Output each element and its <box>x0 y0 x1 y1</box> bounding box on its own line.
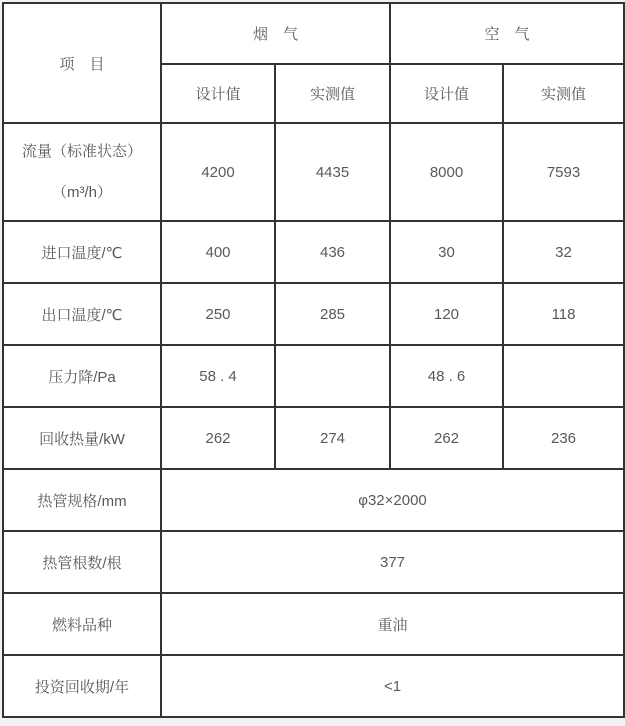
value-cell: 8000 <box>390 123 503 221</box>
value-cell: 262 <box>390 407 503 469</box>
value-cell: 58 . 4 <box>161 345 275 407</box>
header-design-value-air: 设计值 <box>390 64 503 123</box>
header-measured-value-flue: 实测值 <box>275 64 390 123</box>
header-design-value-flue: 设计值 <box>161 64 275 123</box>
value-cell: 120 <box>390 283 503 345</box>
value-cell: 48 . 6 <box>390 345 503 407</box>
span-value-cell: <1 <box>161 655 624 717</box>
table-row <box>3 283 624 345</box>
value-cell: 285 <box>275 283 390 345</box>
table-row <box>3 655 624 717</box>
table-row <box>3 407 624 469</box>
row-label-payback-period: 投资回收期/年 <box>3 655 161 717</box>
value-cell: 30 <box>390 221 503 283</box>
row-label-pressure-drop: 压力降/Pa <box>3 345 161 407</box>
row-label-pipe-count: 热管根数/根 <box>3 531 161 593</box>
table-row <box>3 531 624 593</box>
header-item: 项 目 <box>3 3 161 123</box>
row-label-inlet-temp: 进口温度/℃ <box>3 221 161 283</box>
value-cell: 32 <box>503 221 624 283</box>
row-label-fuel-type: 燃料品种 <box>3 593 161 655</box>
flow-rate-label-line2: （m³/h） <box>51 184 112 201</box>
value-cell: 4200 <box>161 123 275 221</box>
value-cell: 274 <box>275 407 390 469</box>
table-row <box>3 593 624 655</box>
header-measured-value-air: 实测值 <box>503 64 624 123</box>
row-label-pipe-spec: 热管规格/mm <box>3 469 161 531</box>
flow-rate-label-line1: 流量（标准状态） <box>21 143 142 160</box>
value-cell: 436 <box>275 221 390 283</box>
value-cell: 118 <box>503 283 624 345</box>
table-row <box>3 221 624 283</box>
value-cell: 250 <box>161 283 275 345</box>
value-cell: 7593 <box>503 123 624 221</box>
row-label-recovered-heat: 回收热量/kW <box>3 407 161 469</box>
value-cell: 400 <box>161 221 275 283</box>
spec-table <box>2 2 625 718</box>
value-cell <box>275 345 390 407</box>
span-value-cell: φ32×2000 <box>161 469 624 531</box>
header-group-row <box>3 3 624 64</box>
table-row <box>3 469 624 531</box>
table-row <box>3 345 624 407</box>
span-value-cell: 重油 <box>161 593 624 655</box>
header-flue-gas: 烟 气 <box>161 3 390 64</box>
value-cell <box>503 345 624 407</box>
span-value-cell: 377 <box>161 531 624 593</box>
value-cell: 236 <box>503 407 624 469</box>
row-label-flow-rate <box>3 123 161 221</box>
value-cell: 4435 <box>275 123 390 221</box>
header-air: 空 气 <box>390 3 624 64</box>
row-label-outlet-temp: 出口温度/℃ <box>3 283 161 345</box>
value-cell: 262 <box>161 407 275 469</box>
table-row <box>3 123 624 221</box>
